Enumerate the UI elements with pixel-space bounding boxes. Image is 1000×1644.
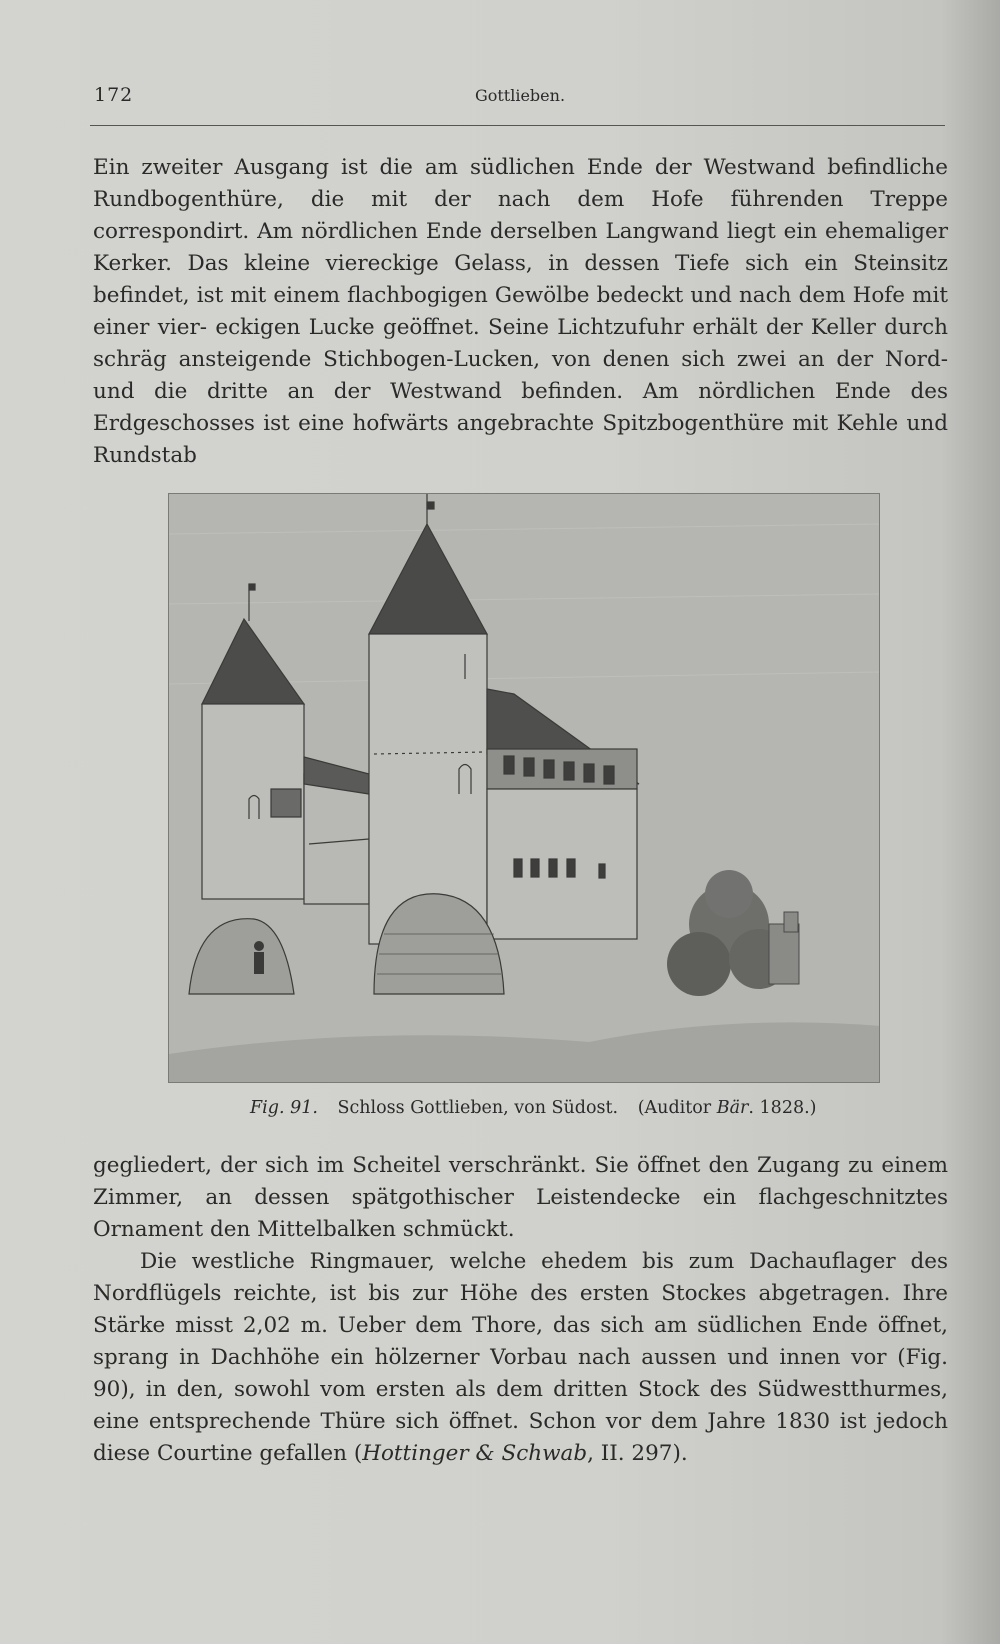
text-line: ist eine hofwärts angebrachte Spitzbogenthüre mit Kehle und Rundstab [93,411,948,468]
curtain-wall [304,757,369,904]
paragraph-top [93,152,948,472]
text-line: Zimmer, an dessen spätgothischer Leistendecke ein flachgeschnitztes Ornament [93,1185,948,1242]
text-line: Rundbogenthüre, die mit der nach dem Hofe führenden Treppe correspondirt. [93,187,948,244]
text-line: dritte an der Westwand befinden. Am nördlichen Ende des Erdgeschosses [93,379,948,436]
text-line: eckigen Lucke geöffnet. Seine Lichtzufuhr erhält der Keller durch schräg [93,315,948,372]
text-line: einem flachbogigen Gewölbe bedeckt und nach dem Hofe mit einer vier- [93,283,948,340]
text-line: den Mittelbalken schmückt. [210,1217,515,1242]
figure-source: (Auditor Bär. 1828.) [637,1098,817,1118]
paragraph-bottom [93,1150,948,1470]
figure-title: Schloss Gottlieben, von Südost. [337,1098,619,1118]
text-line: ansteigende Stichbogen-Lucken, von denen sich zwei an der Nord- und die [93,347,948,404]
running-head [90,84,950,112]
figure-person [254,941,264,974]
text-line: Courtine gefallen (Hottinger & Schwab, II. 297). [156,1441,688,1466]
text-line: gegliedert, der sich im Scheitel verschränkt. Sie öffnet den Zugang zu einem [93,1153,948,1178]
text-line: kleine viereckige Gelass, in dessen Tiefe sich ein Steinsitz befindet, ist mit [93,251,948,308]
text-line: sprang in Dachhöhe ein hölzerner Vorbau nach aussen und innen vor (Fig. 90), [93,1345,948,1402]
figure-label: Fig. 91. [250,1098,318,1118]
header-rule [90,125,945,126]
text-line: Ein zweiter Ausgang ist die am südlichen Ende der Westwand befindliche [93,155,948,180]
text-line: Stärke misst 2,02 m. Ueber dem Thore, das sich am südlichen Ende öffnet, [93,1313,948,1338]
text-line: in den, sowohl vom ersten als dem dritten Stock des Südwestthurmes, eine [93,1377,948,1434]
running-title: Gottlieben. [474,86,566,105]
castle-illustration [168,493,880,1083]
text-line: Nordflügels reichte, ist bis zur Höhe des ersten Stockes abgetragen. Ihre [93,1281,948,1306]
text-line: entsprechende Thüre sich öffnet. Schon vor dem Jahre 1830 ist jedoch diese [93,1409,949,1466]
text-line: Die westliche Ringmauer, welche ehedem bis zum Dachauflager des [140,1249,948,1274]
figure-caption [250,1098,816,1118]
page-number: 172 [94,84,134,106]
text-line: Am nördlichen Ende derselben Langwand liegt ein ehemaliger Kerker. Das [93,219,948,276]
